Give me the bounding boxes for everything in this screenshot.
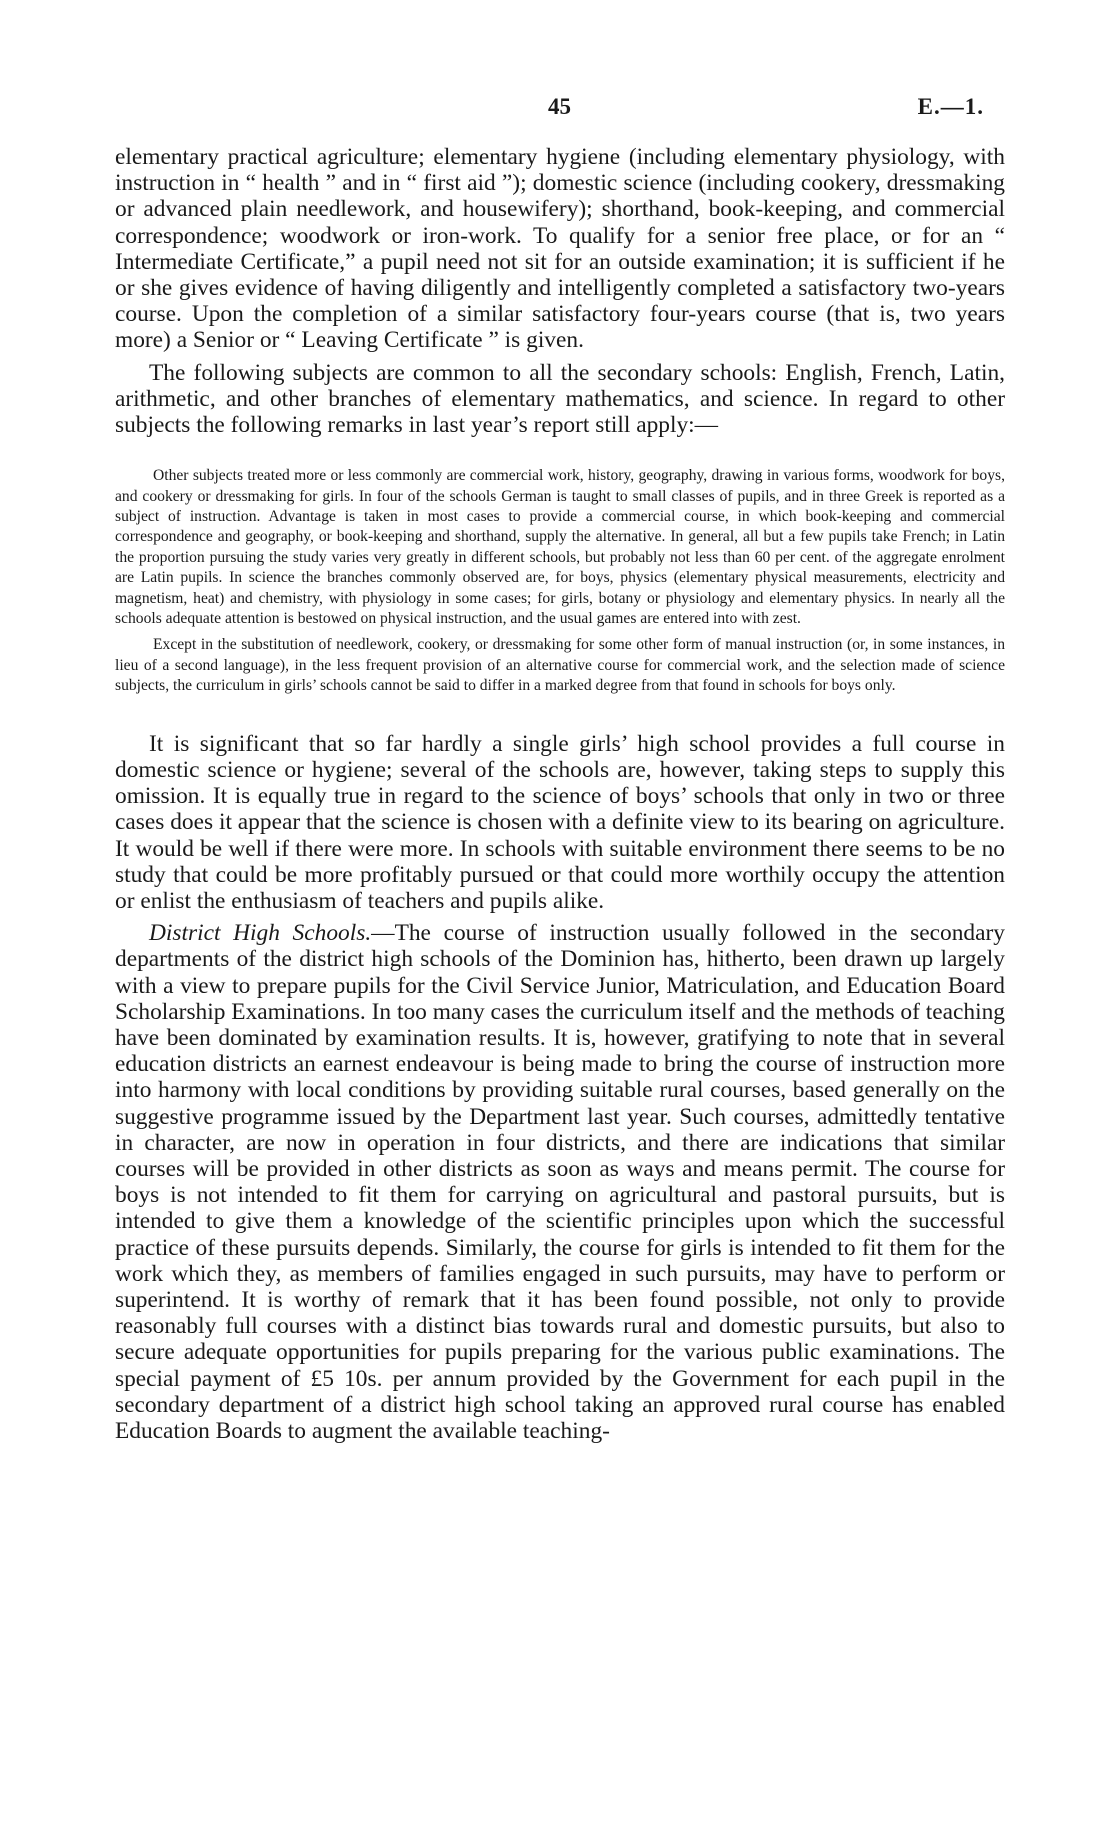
section-heading-district-high-schools: District High Schools. [149,920,372,947]
paragraph-domestic-science: It is significant that so far hardly a single girls’ high school provides a full course in domestic science or hygiene; several of the schools are, however, taking steps to supply this omission. It is equally true in regard to the science of boys’ schools that only in two or three cases does it appear that the science is chosen with a definite view to its bearing on agriculture. It would be well if there were more. In schools with suitable environment there seems to be no study that could be more profitably pursued or that could more worthily occupy the attention or enlist the enthusiasm of teachers and pupils alike. [115,730,1005,914]
paragraph-district-high-schools [115,920,1005,1444]
page-header [0,94,1114,124]
quote-paragraph-subjects: Other subjects treated more or less commonly are commercial work, history, geography, drawing in various forms, woodwork for boys, and cookery or dressmaking for girls. In four of the schools German is taught to small classes of pupils, and in three Greek is reported as a subject of instruction. Advantage is taken in most cases to provide a commercial course, in which book-keeping and commercial correspondence and geography, or book-keeping and shorthand, supply the alternative. In general, all but a few pupils take French; in Latin the proportion pursuing the study varies very greatly in different schools, but probably not less than 60 per cent. of the aggregate enrolment are Latin pupils. In science the branches commonly observed are, for boys, physics (elementary physical measurements, electricity and magnetism, heat) and chemistry, with physiology in some cases; for girls, botany or physiology and elementary physics. In nearly all the schools adequate attention is bestowed on physical instruction, and the usual games are entered into with zest. [115,467,1005,628]
paragraph-district-high-schools-body: —The course of instruction usually followed in the secondary departments of the district high schools of the Dominion has, hitherto, been drawn up largely with a view to prepare pupils for the Civil Service Junior, Matriculation, and Education Board Scholarship Examinations. In too many cases the curriculum itself and the methods of teaching have been dominated by examination results. It is, however, gratifying to note that in several education districts an earnest endeavour is being made to bring the course of instruction more into harmony with local conditions by providing suitable rural courses, based generally on the suggestive programme issued by the Department last year. Such courses, admittedly tentative in character, are now in operation in four districts, and there are indications that similar courses will be provided in other districts as soon as ways and means permit. The course for boys is not intended to fit them for carrying on agricultural and pastoral pursuits, but is intended to give them a knowledge of the scientific principles upon which the successful practice of these pursuits depends. Similarly, the course for girls is intended to fit them for the work which they, as members of families engaged in such pursuits, may have to perform or superintend. It is worthy of remark that it has been found possible, not only to provide reasonably full courses with a distinct bias towards rural and domestic pursuits, but also to secure adequate opportunities for pupils preparing for the various public examinations. The special payment of £5 10s. per annum provided by the Government for each pupil in the secondary department of a district high school taking an approved rural course has enabled Education Boards to augment the available teaching- [115,920,1005,1444]
quoted-report-extract [115,466,1005,696]
quote-paragraph-girls-schools: Except in the substitution of needlework, cookery, or dressmaking for some other form of manual instruction (or, in some instances, in lieu of a second language), in the less frequent provision of an alternative course for commercial work, and the selection made of science subjects, the curriculum in girls’ schools cannot be said to differ in a marked degree from that found in schools for boys only. [115,636,1005,695]
main-text-column [115,144,1005,1448]
paragraph-common-subjects: The following subjects are common to all the secondary schools: English, French, Latin, arithmetic, and other branches of elementary mathematics, and science. In regard to other subjects the following remarks in last year’s report still apply:— [115,359,1005,439]
document-reference: E.—1. [917,94,984,119]
paragraph-curriculum-subjects: elementary practical agriculture; elementary hygiene (including elementary physiology, with instruction in “ health ” and in “ first aid ”); domestic science (including cookery, dressmaking or advanced plain needlework, and housewifery); shorthand, book-keeping, and commercial correspondence; woodwork or iron-work. To qualify for a senior free place, or for an “ Intermediate Certificate,” a pupil need not sit for an outside examination; it is sufficient if he or she gives evidence of having diligently and intelligently completed a satisfactory two-years course. Upon the completion of a similar satisfactory four-years course (that is, two years more) a Senior or “ Leaving Certificate ” is given. [115,144,1005,354]
page-number: 45 [548,94,571,119]
